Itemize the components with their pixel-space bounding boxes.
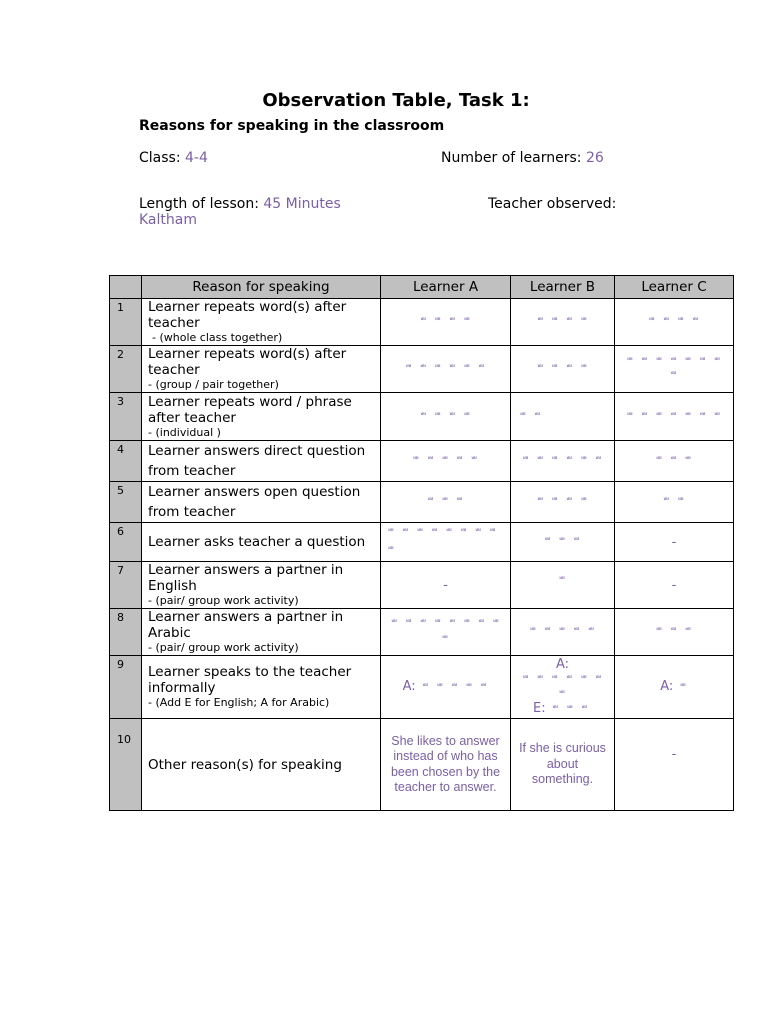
learner-c-tally: ᄈ ᄈ ᄈ ᄈ ᄈ ᄈ ᄈ [615, 393, 734, 441]
length-field [139, 196, 341, 212]
reason-cell [142, 346, 381, 393]
learner-a-tally: ᄈ ᄈ ᄈ ᄈ ᄈ ᄈ ᄈ ᄈ ᄈ [381, 609, 511, 656]
column-header-learner-c: Learner C [615, 276, 734, 299]
table-row [110, 719, 734, 811]
column-header-number [110, 276, 142, 299]
reason-note: - (pair/ group work activity) [148, 641, 299, 654]
learner-b-tally: ᄈ ᄈ ᄈ ᄈ [511, 346, 615, 393]
learner-a-tally: ᄈ ᄈ ᄈ ᄈ ᄈ ᄈ [381, 346, 511, 393]
reason-note: - (Add E for English; A for Arabic) [148, 696, 330, 709]
class-label: Class: [139, 150, 181, 166]
reason-text: Learner repeats word(s) after teacher [148, 346, 347, 378]
row-number: 9 [110, 656, 142, 719]
learner-b-tally: ᄈ ᄈ [511, 393, 615, 441]
column-header-reason: Reason for speaking [142, 276, 381, 299]
learner-c-tally-cell [615, 656, 734, 719]
learner-c-value: - [615, 523, 734, 562]
learner-c-tally: ᄈ ᄈ ᄈ ᄈ ᄈ ᄈ ᄈ ᄈ [615, 346, 734, 393]
column-header-learner-a: Learner A [381, 276, 511, 299]
table-row [110, 441, 734, 482]
row-number: 8 [110, 609, 142, 656]
reason-cell [142, 393, 381, 441]
page-subtitle: Reasons for speaking in the classroom [139, 118, 445, 134]
learners-label: Number of learners: [441, 150, 582, 166]
reason-note: - (whole class together) [152, 331, 283, 344]
learner-b-tally: ᄈ ᄈ ᄈ ᄈ ᄈ [511, 609, 615, 656]
learner-c-tally: ᄈ [679, 682, 688, 692]
learner-b-english-tally: ᄈ ᄈ ᄈ [551, 704, 590, 714]
row-number: 10 [110, 719, 142, 811]
reason-text: Learner answers open question from teacher [148, 484, 361, 520]
learner-c-value: - [615, 719, 734, 811]
learner-a-tally: ᄈ ᄈ ᄈ ᄈ [381, 393, 511, 441]
reason-cell [142, 299, 381, 346]
teacher-value-field [139, 212, 197, 228]
page-title: Observation Table, Task 1: [262, 90, 530, 111]
table-row [110, 393, 734, 441]
learner-b-tally: ᄈ ᄈ ᄈ [511, 523, 615, 562]
learner-b-english-line [515, 702, 610, 717]
table-row [110, 656, 734, 719]
learner-c-tally: ᄈ ᄈ ᄈ [615, 609, 734, 656]
reason-text: Learner answers a partner in Arabic [148, 609, 344, 641]
reason-note: - (pair/ group work activity) [148, 594, 299, 607]
teacher-field [488, 196, 616, 212]
learner-a-tally: ᄈ ᄈ ᄈ ᄈ ᄈ ᄈ ᄈ ᄈ ᄈ [381, 523, 511, 562]
language-label-arabic: A: [402, 678, 416, 694]
row-number: 2 [110, 346, 142, 393]
learners-value: 26 [585, 150, 604, 166]
learner-b-tally: ᄈ ᄈ ᄈ ᄈ [511, 299, 615, 346]
learner-c-value: - [615, 562, 734, 609]
class-value: 4-4 [185, 150, 208, 166]
row-number: 6 [110, 523, 142, 562]
reason-text: Learner asks teacher a question [148, 534, 366, 550]
learner-b-tally: ᄈ [511, 562, 615, 609]
row-number: 4 [110, 441, 142, 482]
table-row [110, 482, 734, 523]
language-label-arabic: A: [555, 656, 570, 672]
column-header-learner-b: Learner B [511, 276, 615, 299]
reason-note: - (individual ) [148, 425, 221, 439]
reason-text: Other reason(s) for speaking [148, 756, 342, 773]
language-label-english: E: [533, 700, 546, 716]
reason-note: - (group / pair together) [148, 378, 279, 391]
learner-b-tally: ᄈ ᄈ ᄈ ᄈ [511, 482, 615, 523]
reason-text: Learner answers a partner in English [148, 562, 344, 594]
table-row [110, 299, 734, 346]
learner-a-tally: ᄈ ᄈ ᄈ ᄈ [381, 299, 511, 346]
learner-a-comment: She likes to answer instead of who has been chosen by the teacher to answer. [381, 719, 511, 811]
learner-b-tally-cell [511, 656, 615, 719]
reason-text: Learner speaks to the teacher informally [148, 664, 352, 696]
learner-b-comment: If she is curious about something. [511, 719, 615, 811]
learner-b-tally: ᄈ ᄈ ᄈ ᄈ ᄈ ᄈ [511, 441, 615, 482]
table-row [110, 346, 734, 393]
reason-cell [142, 719, 381, 811]
table-row [110, 523, 734, 562]
observation-table [109, 275, 734, 811]
reason-cell [142, 482, 381, 523]
learners-field [441, 150, 604, 166]
length-value: 45 Minutes [263, 196, 341, 212]
learner-a-tally: ᄈ ᄈ ᄈ ᄈ ᄈ [381, 441, 511, 482]
language-label-arabic: A: [660, 678, 674, 694]
row-number: 1 [110, 299, 142, 346]
learner-a-tally: ᄈ ᄈ ᄈ [381, 482, 511, 523]
learner-c-tally: ᄈ ᄈ ᄈ [615, 441, 734, 482]
reason-text: Learner answers direct question from teacher [148, 443, 366, 479]
reason-text: Learner repeats word / phrase after teacher [148, 393, 352, 426]
teacher-value: Kaltham [139, 212, 197, 228]
reason-cell [142, 562, 381, 609]
table-header-row [110, 276, 734, 299]
teacher-label: Teacher observed: [488, 196, 617, 212]
row-number: 3 [110, 393, 142, 441]
table-row [110, 609, 734, 656]
reason-cell [142, 523, 381, 562]
reason-cell [142, 441, 381, 482]
learner-c-tally: ᄈ ᄈ ᄈ ᄈ [615, 299, 734, 346]
reason-text: Learner repeats word(s) after teacher [148, 299, 347, 331]
table-row [110, 562, 734, 609]
learner-b-arabic-tally: ᄈ ᄈ ᄈ ᄈ ᄈ ᄈ ᄈ [521, 674, 604, 699]
reason-cell [142, 609, 381, 656]
class-field [139, 150, 208, 166]
learner-a-tally: ᄈ ᄈ ᄈ ᄈ ᄈ [421, 682, 489, 692]
learner-a-tally-cell [381, 656, 511, 719]
length-label: Length of lesson: [139, 196, 259, 212]
reason-cell [142, 656, 381, 719]
learner-c-tally: ᄈ ᄈ [615, 482, 734, 523]
row-number: 5 [110, 482, 142, 523]
learner-a-value: - [381, 562, 511, 609]
row-number: 7 [110, 562, 142, 609]
